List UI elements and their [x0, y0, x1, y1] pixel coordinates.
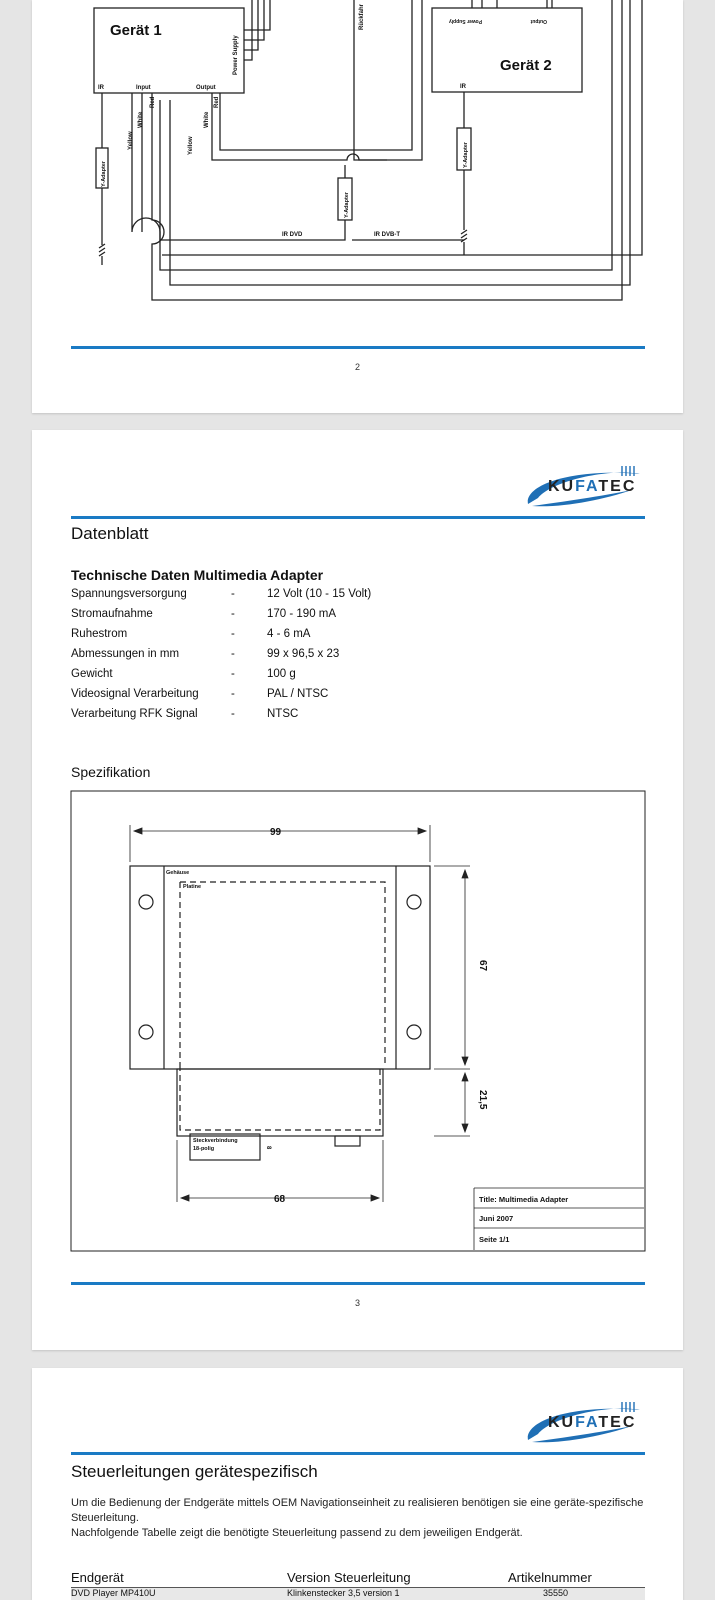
output-top-label: Output [530, 18, 547, 24]
logo-text-fa: FA [575, 1414, 599, 1431]
description [71, 1496, 651, 1541]
column-header-article: Artikelnummer [508, 1570, 592, 1585]
document-page-3 [32, 430, 683, 1350]
spec-dash: - [231, 668, 235, 680]
housing-label: Gehäuse [166, 870, 190, 876]
yellow-label: Yellow [128, 131, 134, 150]
connector-label-line1: Steckverbindung [193, 1138, 238, 1144]
footer-rule [71, 1282, 645, 1285]
spec-dash: - [231, 588, 235, 600]
spec-row [71, 688, 371, 708]
red-label: Red [150, 96, 156, 108]
header-rule [71, 516, 645, 519]
dim-connector-label: 8 [265, 1146, 271, 1150]
logo-text-tec: TEC [598, 478, 637, 495]
board-label: Platine [183, 884, 202, 890]
title-block-title: Title: Multimedia Adapter [479, 1195, 569, 1204]
column-header-device: Endgerät [71, 1570, 124, 1585]
spec-table [71, 588, 371, 728]
technical-drawing [70, 790, 646, 1252]
logo-text-fa: FA [575, 478, 599, 495]
document-page-2 [32, 0, 683, 413]
ir-label: IR [98, 85, 104, 91]
spec-value: 4 - 6 mA [267, 628, 311, 640]
spec-row [71, 708, 371, 728]
footer-rule [71, 346, 645, 349]
ir-dvbt-label: IR DVB-T [374, 232, 400, 238]
spec-dash: - [231, 608, 235, 620]
ir-label-2: IR [460, 84, 466, 90]
white-label: White [138, 111, 144, 128]
spec-dash: - [231, 688, 235, 700]
spec-heading: Spezifikation [71, 764, 151, 780]
svg-text:KUFATEC [548, 1414, 636, 1431]
spec-label: Verarbeitung RFK Signal [71, 708, 198, 720]
spec-label: Stromaufnahme [71, 608, 153, 620]
y-adapter-label-1: Y-Adapter [101, 161, 107, 187]
cell-article: 35550 [543, 1588, 569, 1598]
spec-label: Abmessungen in mm [71, 648, 180, 660]
page-title: Datenblatt [71, 524, 149, 543]
logo-text-tec: TEC [598, 1414, 637, 1431]
svg-text:KUFATEC [548, 478, 636, 495]
cell-version: Klinkenstecker 3,5 version 1 [287, 1588, 400, 1598]
spec-value: PAL / NTSC [267, 688, 329, 700]
yellow-label-2: Yellow [188, 136, 194, 155]
y-adapter-label-2: Y-Adapter [344, 192, 350, 218]
description-line-1: Um die Bedienung der Endgeräte mittels OEM Navigationseinheit zu realisieren benötigen sie eine geräte-spezifische Steuerleitung. [71, 1497, 644, 1524]
ir-dvd-label: IR DVD [282, 232, 303, 238]
device-1-box [94, 8, 244, 93]
power-supply-2-label: Power Supply [448, 18, 482, 24]
kufatec-logo [522, 1396, 647, 1446]
y-adapter-label-3: Y-Adapter [463, 142, 469, 168]
logo-text-ku: KU [548, 1414, 576, 1431]
spec-row [71, 648, 371, 668]
spec-row [71, 608, 371, 628]
spec-label: Ruhestrom [71, 628, 128, 640]
spec-value: NTSC [267, 708, 299, 720]
page-number: 3 [354, 1298, 360, 1308]
rueckfahr-label: Rückfahr [359, 3, 365, 30]
spec-value: 100 g [267, 668, 296, 680]
table-header [71, 1570, 645, 1588]
dim-height-label: 67 [477, 960, 488, 972]
white-label-2: White [204, 111, 210, 128]
dim-bottom-label: 68 [274, 1194, 286, 1205]
wiring-diagram [32, 0, 683, 320]
spec-label: Gewicht [71, 668, 113, 680]
spec-value: 170 - 190 mA [267, 608, 337, 620]
page-number: 2 [354, 362, 360, 372]
column-header-version: Version Steuerleitung [287, 1570, 411, 1585]
spec-value: 99 x 96,5 x 23 [267, 648, 340, 660]
device-2-label: Gerät 2 [500, 57, 552, 74]
spec-label: Videosignal Verarbeitung [71, 688, 199, 700]
spec-row [71, 628, 371, 648]
connector-label-line2: 18-polig [193, 1146, 215, 1152]
header-rule [71, 1452, 645, 1455]
spec-dash: - [231, 628, 235, 640]
table-row [71, 1588, 645, 1600]
device-1-label: Gerät 1 [110, 22, 162, 39]
spec-label: Spannungsversorgung [71, 588, 187, 600]
title-block-date: Juni 2007 [479, 1214, 514, 1223]
page-title: Steuerleitungen gerätespezifisch [71, 1462, 318, 1481]
spec-row [71, 668, 371, 688]
spec-value: 12 Volt (10 - 15 Volt) [267, 588, 372, 600]
cell-device: DVD Player MP410U [71, 1588, 156, 1598]
spec-dash: - [231, 708, 235, 720]
output-label: Output [196, 85, 216, 91]
input-label: Input [136, 85, 151, 91]
dim-lower-label: 21,5 [477, 1090, 488, 1110]
document-page-4 [32, 1368, 683, 1600]
logo-text-ku: KU [548, 478, 576, 495]
description-line-2: Nachfolgende Tabelle zeigt die benötigte Steuerleitung passend zu dem jeweiligen Endgerät. [71, 1527, 523, 1539]
power-supply-label: Power Supply [233, 35, 239, 75]
kufatec-logo [522, 460, 647, 510]
section-title: Technische Daten Multimedia Adapter [71, 567, 324, 583]
dim-width-label: 99 [270, 827, 282, 838]
spec-dash: - [231, 648, 235, 660]
spec-row [71, 588, 371, 608]
red-label-2: Red [214, 96, 220, 108]
title-block-sheet: Seite 1/1 [479, 1235, 510, 1244]
